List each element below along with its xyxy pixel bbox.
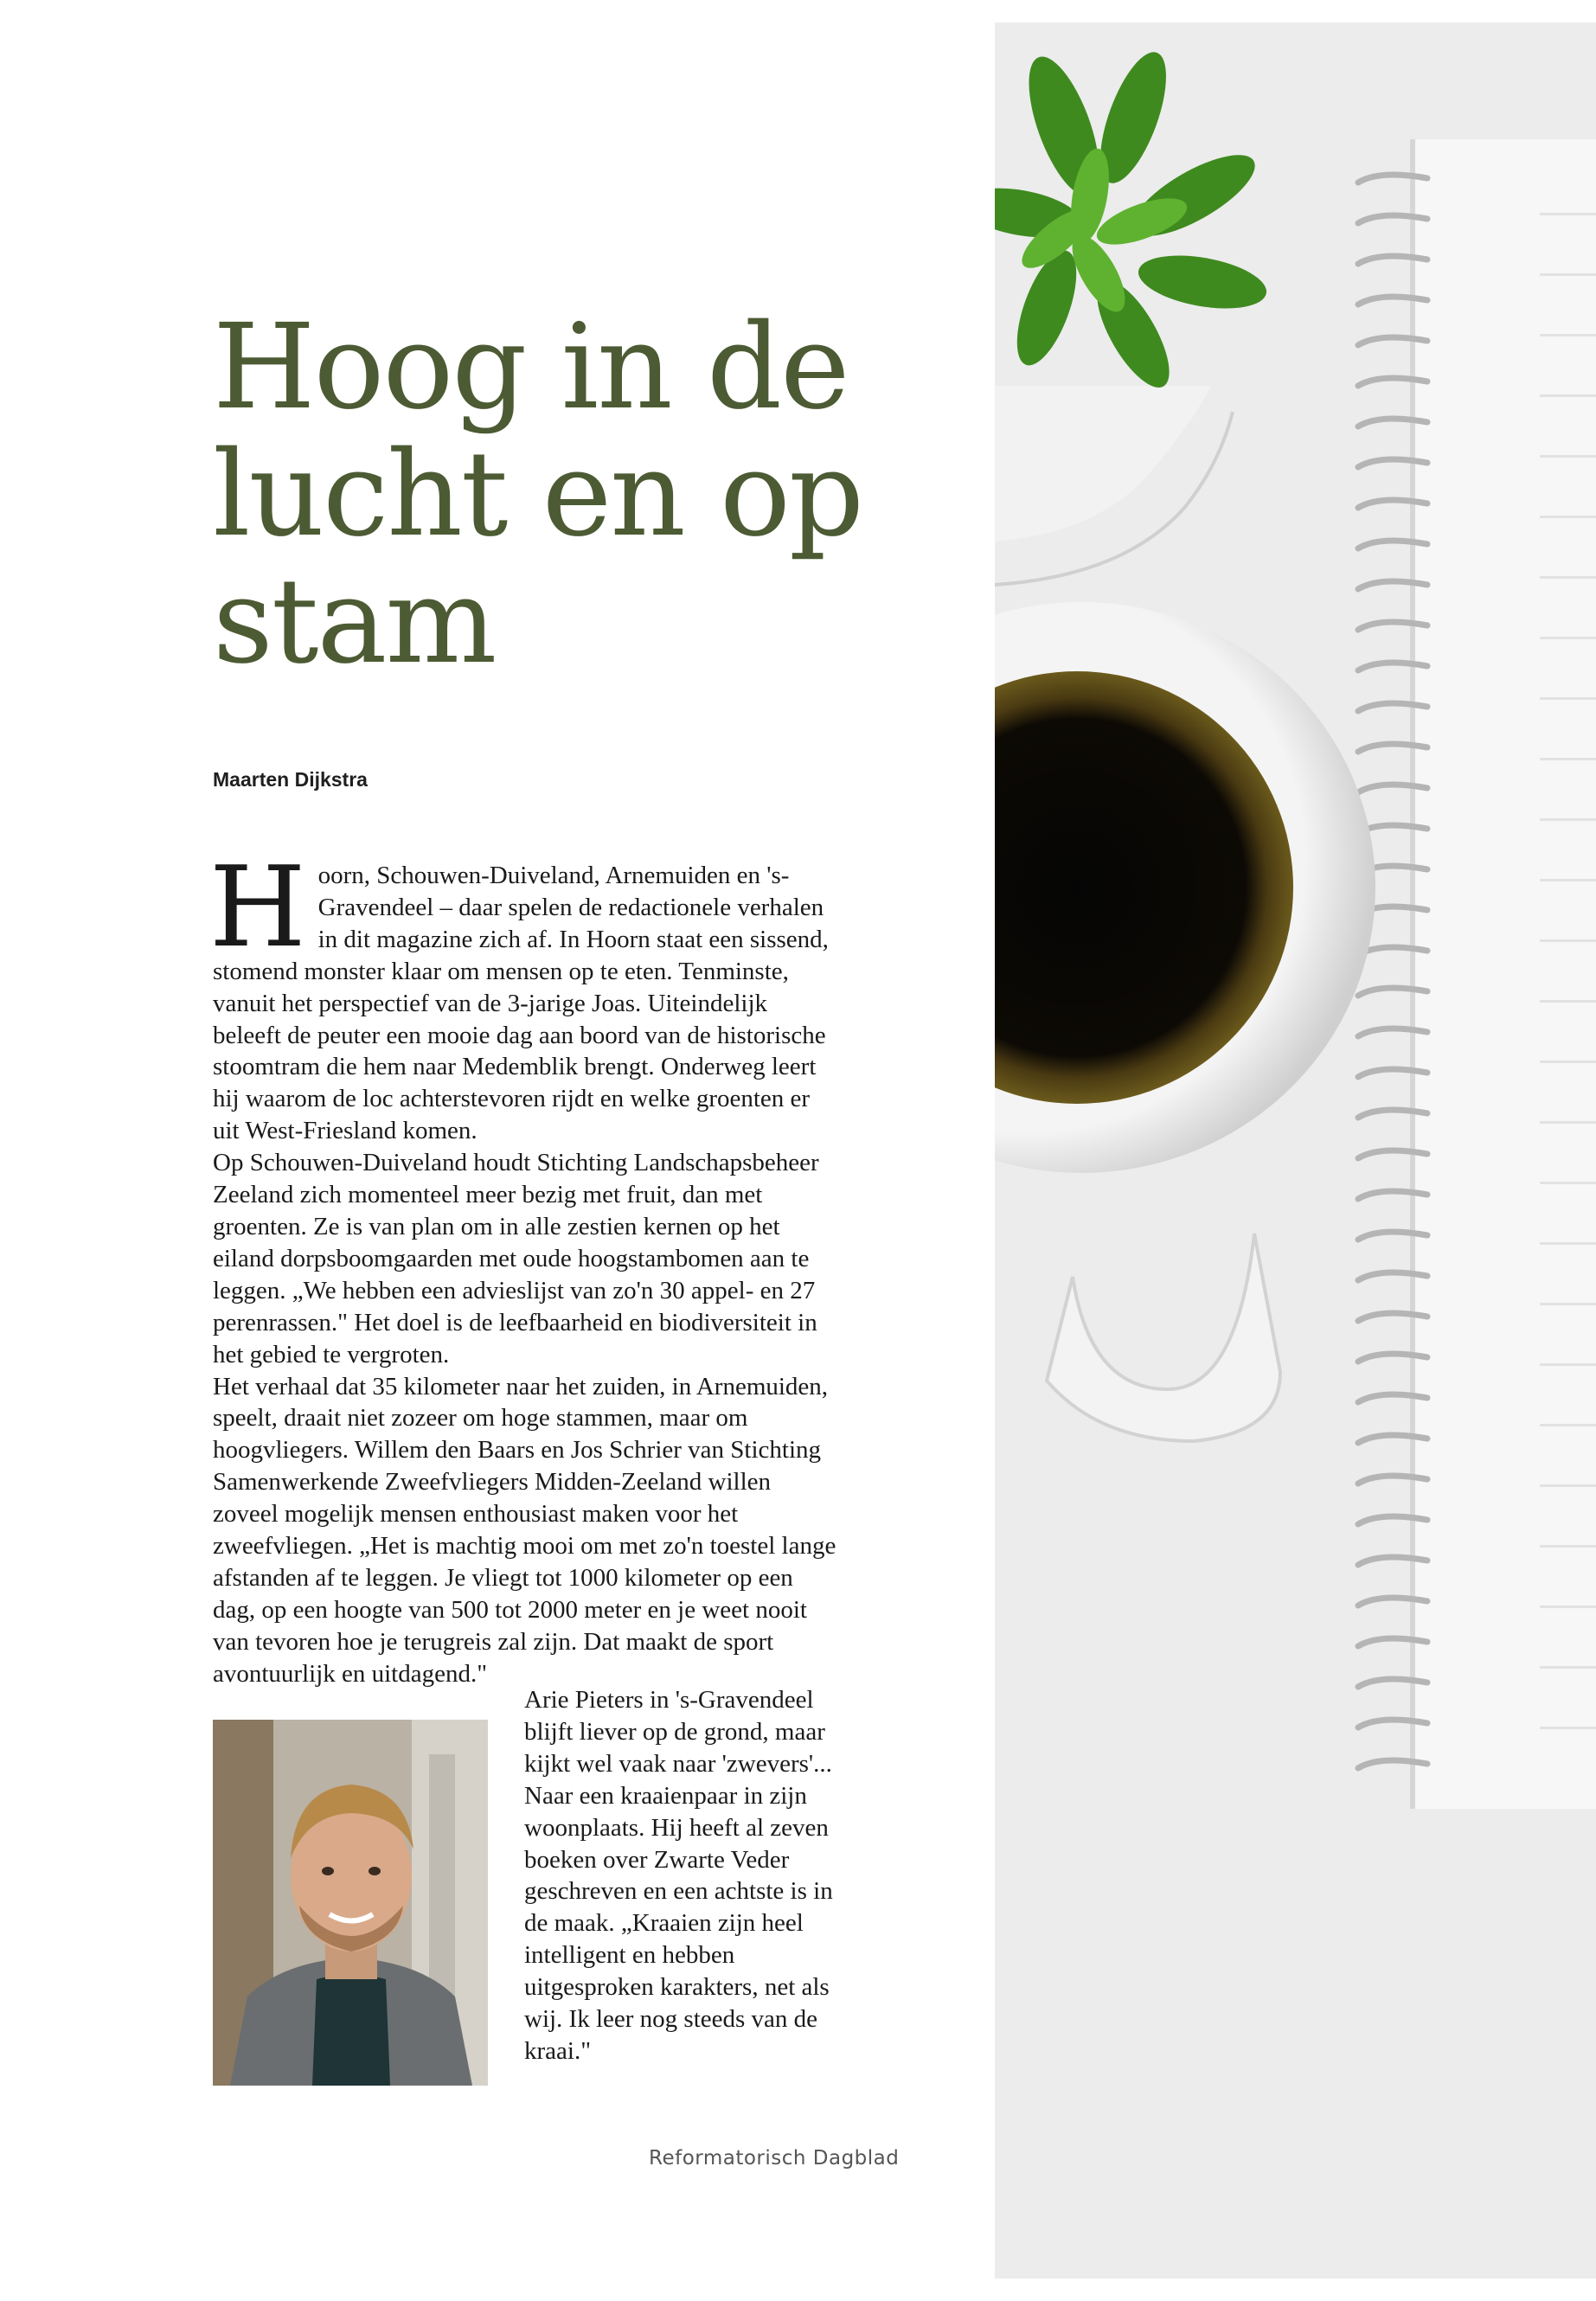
article-paragraph-narrow: Arie Pieters in 's-Gravendeel blijft liever op de grond, maar kijkt wel vaak naar 'zwevers'... Naar een kraaienpaar in zijn woonplaats. Hij heeft al zeven boeken over Zwarte Veder geschreven en een achtste is in de maak. „Kraaien zijn heel intelligent en hebben uitgesproken karakters, net als wij. Ik leer nog steeds van de kraai." (524, 1686, 833, 2065)
article-body (209, 843, 837, 1690)
author-portrait-illustration (213, 1720, 488, 2086)
hero-photo (995, 22, 1596, 2279)
coffee-notebook-illustration (995, 22, 1596, 2279)
publication-name: Reformatorisch Dagblad (649, 2147, 900, 2170)
article-paragraph (209, 843, 837, 1147)
drop-cap: H (209, 843, 306, 972)
paragraph-1-text: oorn, Schouwen-Duiveland, Arnemuiden en 's-Gravendeel – daar spelen de redactionele verhalen in dit magazine zich af. In Hoorn staat een sissend, stomend monster klaar om mensen op te eten. Tenminste, vanuit het perspectief van de 3-jarige Joas. Uiteindelijk beleeft de peuter een mooie dag aan boord van de historische stoomtram die hem naar Medemblik brengt. Onderweg leert hij waarom de loc achterstevoren rijdt en welke groenten er uit West-Friesland komen. (213, 862, 829, 1145)
author-photo (213, 1720, 488, 2086)
article-paragraph: Het verhaal dat 35 kilometer naar het zuiden, in Arnemuiden, speelt, draait niet zozeer om hoge stammen, maar om hoogvliegers. Willem den Baars en Jos Schrier van Stichting Samenwerkende Zweefvliegers Midden-Zeeland willen zoveel mogelijk mensen enthousiast maken voor het zweefvliegen. „Het is machtig mooi om met zo'n toestel lange afstanden af te leggen. Je vliegt tot 1000 kilometer op een dag, op een hoogte van 500 tot 2000 meter en je weet nooit van tevoren hoe je terugreis zal zijn. Dat maakt de sport avontuurlijk en uitdagend." (213, 1372, 836, 1688)
page-title: Hoog in de lucht en op stam (213, 299, 862, 690)
author-byline: Maarten Dijkstra (213, 768, 368, 791)
article-paragraph: Op Schouwen-Duiveland houdt Stichting Landschapsbeheer Zeeland zich momenteel meer bezig met fruit, dan met groenten. Ze is van plan om in alle zestien kernen op het eiland dorpsboomgaarden met oude hoogstambomen aan te leggen. „We hebben een advieslijst van zo'n 30 appel- en 27 perenrassen." Het doel is de leefbaarheid en biodiversiteit in het gebied te vergroten. (213, 1149, 819, 1368)
